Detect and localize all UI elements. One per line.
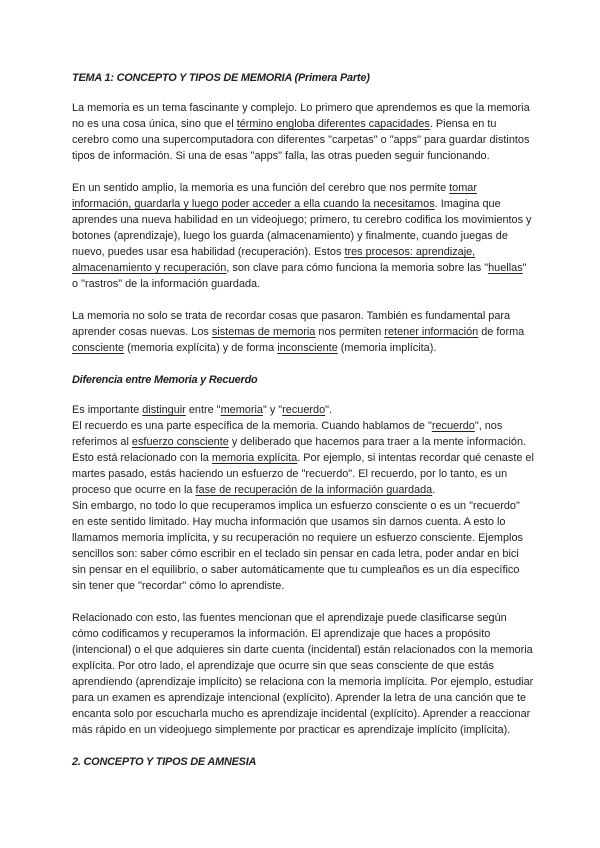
section-memoria-recuerdo	[72, 402, 534, 738]
text-run: ".	[325, 404, 333, 416]
text-run: . Por ejemplo, si intentas recordar qué cenaste el martes pasado, estás haciendo un esfuerzo de "recuerdo". El recuerdo, por lo tanto, es un proceso que ocurre en la	[72, 452, 534, 496]
text-run: La memoria es un tema fascinante y complejo. Lo primero que aprendemos es que la memoria no es una cosa única, sino que el	[72, 102, 530, 130]
underlined-term: recuerdo	[282, 404, 326, 416]
underlined-term: memoria explícita	[211, 452, 298, 464]
paragraph	[72, 418, 534, 498]
text-run: .	[432, 484, 436, 496]
text-run: " o "rastros" de la información guardada.	[72, 262, 527, 290]
text-run: . Imagina que aprendes una nueva habilidad en un videojuego; primero, tu cerebro codifica los movimientos y botones (aprendizaje), luego los guarda (almacenamiento) y finalmente, cuando juegas de nuevo, puedes usar esa habilidad (recuperación). Estos	[72, 198, 532, 258]
underlined-term: tres procesos: aprendizaje, almacenamiento y recuperación	[72, 246, 476, 274]
document-title: TEMA 1: CONCEPTO Y TIPOS DE MEMORIA (Primera Parte)	[72, 72, 370, 84]
text-run: nos permiten	[315, 326, 385, 338]
text-run: En un sentido amplio, la memoria es una función del cerebro que nos permite	[72, 182, 450, 194]
underlined-term: tomar información, guardarla y luego poder acceder a ella cuando la necesitamos	[72, 182, 477, 210]
text-run: (memoria explícita) y de forma	[124, 342, 278, 354]
section-heading-amnesia: 2. CONCEPTO Y TIPOS DE AMNESIA	[72, 756, 257, 768]
underlined-term: inconsciente	[277, 342, 338, 354]
underlined-term: esfuerzo consciente	[131, 436, 229, 448]
text-run: Sin embargo, no todo lo que recuperamos implica un esfuerzo consciente o es un "recuerdo" en este sentido limitado. Hay mucha información que usamos sin darnos cuenta. A esto lo llamamos memoria implícita, y su recuperación no requiere un esfuerzo consciente. Ejemplos sencillos son: saber cómo escribir en el teclado sin pensar en cada letra, poder andar en bici sin pensar en el equilibrio, o saber automáticamente que tu cumpleaños es un día específico sin tener que "recordar" cómo lo aprendiste.	[72, 500, 523, 592]
text-run: Relacionado con esto, las fuentes mencionan que el aprendizaje puede clasificarse según cómo codificamos y recuperamos la información. El aprendizaje que haces a propósito (intencional) o el que adquieres sin darte cuenta (incidental) están relacionados con la memoria explícita. Por otro lado, el aprendizaje que ocurre sin que seas consciente de que estás aprendiendo (aprendizaje implícito) se relaciona con la memoria implícita. Por ejemplo, estudiar para un examen es aprendizaje intencional (explícito). Aprender la letra de una canción que te encanta solo por escucharla mucho es aprendizaje incidental (explícito). Aprender a reaccionar más rápido en un videojuego simplemente por practicar es aprendizaje implícito (implícita).	[72, 612, 534, 736]
underlined-term: término engloba diferentes capacidades	[236, 118, 430, 130]
paragraph	[72, 180, 534, 292]
text-run: . Piensa en tu cerebro como una supercomputadora con diferentes "carpetas" o "apps" para guardar distintos tipos de información. Si una de esas "apps" falla, las otras pueden seguir funcionando.	[72, 118, 530, 162]
paragraph	[72, 308, 534, 356]
underlined-term: consciente	[72, 342, 125, 354]
text-run: de forma	[478, 326, 525, 338]
underlined-term: huellas	[488, 262, 523, 274]
paragraph	[72, 100, 534, 164]
text-run: entre "	[185, 404, 221, 416]
document-page	[72, 70, 534, 784]
underlined-term: memoria	[220, 404, 263, 416]
text-run: " y "	[262, 404, 283, 416]
underlined-term: retener información	[384, 326, 479, 338]
underlined-term: recuerdo	[431, 420, 475, 432]
underlined-term: distinguir	[142, 404, 186, 416]
subheading: Diferencia entre Memoria y Recuerdo	[72, 374, 258, 386]
text-run: Es importante	[72, 404, 143, 416]
paragraph	[72, 610, 534, 738]
paragraph	[72, 498, 534, 594]
underlined-term: sistemas de memoria	[211, 326, 316, 338]
text-run: (memoria implícita).	[337, 342, 437, 354]
text-run: El recuerdo es una parte específica de la memoria. Cuando hablamos de "	[72, 420, 432, 432]
underlined-term: fase de recuperación de la información guardada	[195, 484, 433, 496]
text-run: La memoria no solo se trata de recordar cosas que pasaron. También es fundamental para aprender cosas nuevas. Los	[72, 310, 511, 338]
text-run: ", nos referimos al	[72, 420, 503, 448]
text-run: y deliberado que hacemos para traer a la mente información. Esto está relacionado con la	[72, 436, 527, 464]
text-run: , son clave para cómo funciona la memoria sobre las "	[226, 262, 489, 274]
section-intro	[72, 100, 534, 356]
paragraph	[72, 402, 534, 418]
